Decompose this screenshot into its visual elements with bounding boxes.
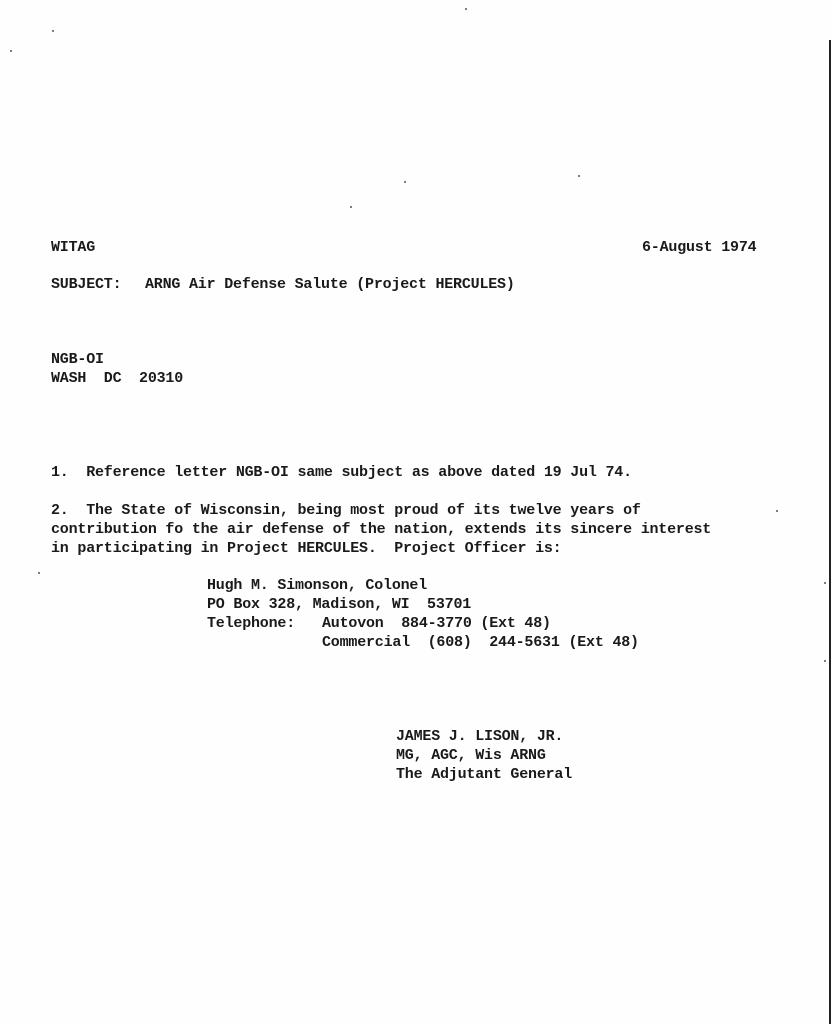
scan-speck [52,30,54,32]
signature-title-2: The Adjutant General [396,766,573,783]
scan-speck [824,660,826,662]
office-symbol: WITAG [51,239,96,256]
scan-speck [404,181,406,183]
telephone-autovon: Autovon 884-3770 (Ext 48) [322,615,551,632]
scan-speck [38,572,40,574]
paragraph-2-line-2: contribution fo the air defense of the nation, extends its sincere interest [51,521,712,538]
telephone-label: Telephone: [207,615,296,632]
scan-speck [350,206,352,208]
scan-speck [465,8,467,10]
addressee-line-2: WASH DC 20310 [51,370,184,387]
signature-name: JAMES J. LISON, JR. [396,728,564,745]
addressee-line-1: NGB-OI [51,351,104,368]
subject-label: SUBJECT: [51,276,122,293]
scan-speck [578,175,580,177]
signature-title-1: MG, AGC, Wis ARNG [396,747,546,764]
scan-edge [829,40,831,1024]
scan-speck [776,510,778,512]
telephone-commercial: Commercial (608) 244-5631 (Ext 48) [322,634,639,651]
officer-name: Hugh M. Simonson, Colonel [207,577,428,594]
paragraph-2-line-3: in participating in Project HERCULES. Project Officer is: [51,540,562,557]
paragraph-2-line-1: 2. The State of Wisconsin, being most proud of its twelve years of [51,502,641,519]
officer-address: PO Box 328, Madison, WI 53701 [207,596,472,613]
letter-date: 6-August 1974 [642,239,757,256]
paragraph-1: 1. Reference letter NGB-OI same subject as above dated 19 Jul 74. [51,464,632,481]
scan-speck [824,582,826,584]
subject-text: ARNG Air Defense Salute (Project HERCULES) [145,276,515,293]
scan-speck [10,50,12,52]
